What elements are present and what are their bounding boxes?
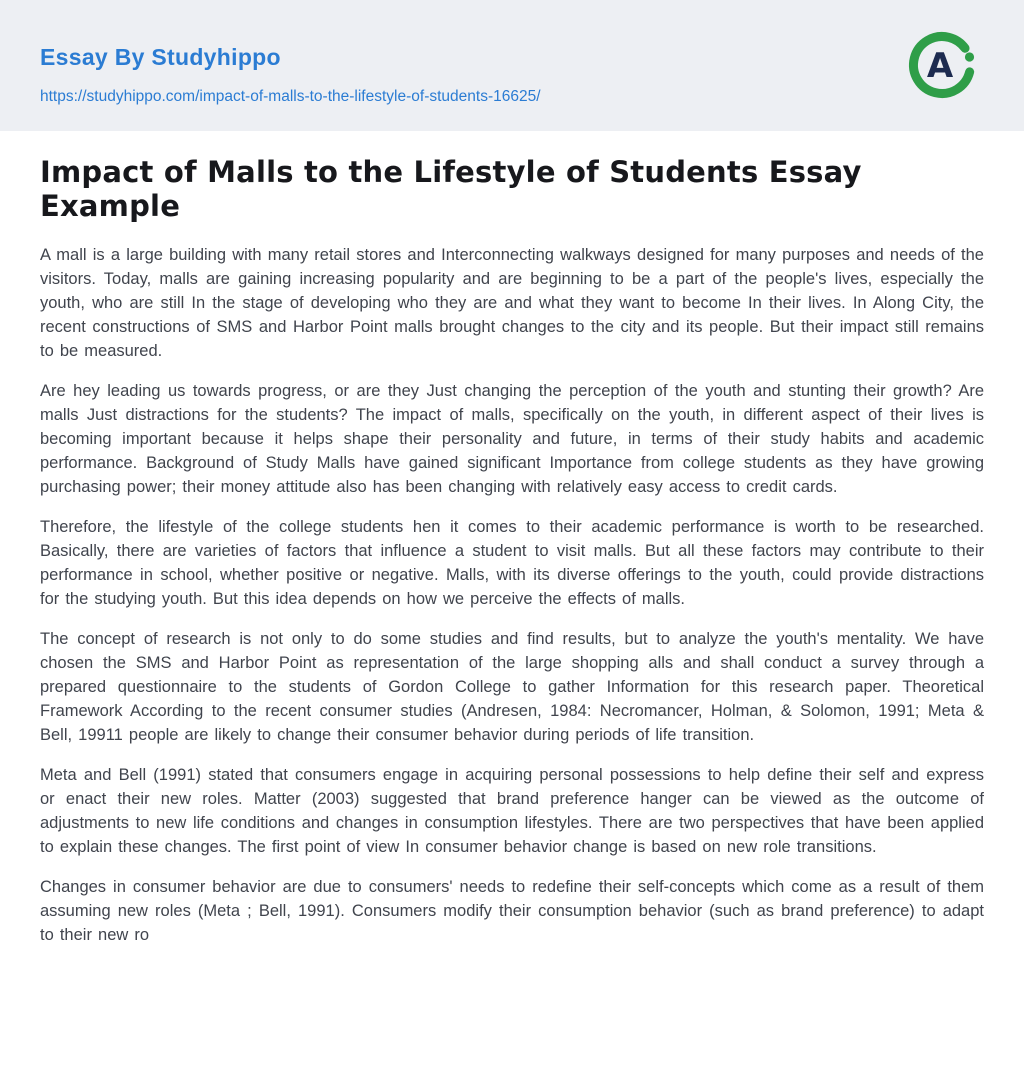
article-paragraph: Changes in consumer behavior are due to consumers' needs to redefine their self-concepts which come as a result of them assuming new roles (Meta ; Bell, 1991). Consumers modify their consumption behavior (such as brand preference) to adapt to their new ro <box>40 878 984 945</box>
article-paragraph: Therefore, the lifestyle of the college students hen it comes to their academic performance is worth to be researched. Basically, there are varieties of factors that influence a student to visit malls. But all these factors may contribute to their performance in school, whether positive or negative. Malls, with its diverse offerings to the youth, could provide distractions for the studying youth. But this idea depends on how we perceive the effects of malls. <box>40 518 984 609</box>
article-body <box>40 243 984 947</box>
studyhippo-logo[interactable] <box>906 29 978 101</box>
logo-ring-dot <box>965 52 974 61</box>
page-header <box>0 0 1024 131</box>
article-paragraph: A mall is a large building with many retail stores and Interconnecting walkways designed for many purposes and needs of the visitors. Today, malls are gaining increasing popularity and are beginning to be a part of the people's lives, especially the youth, who are still In the stage of developing who they are and what they want to become In their lives. In Along City, the recent constructions of SMS and Harbor Point malls brought changes to the city and its people. But their impact still remains to be measured. <box>40 246 984 361</box>
site-title-link[interactable]: Essay By Studyhippo <box>40 44 281 70</box>
article-content <box>0 131 1024 947</box>
article-paragraph: Are hey leading us towards progress, or are they Just changing the perception of the youth and stunting their growth? Are malls Just distractions for the students? The impact of malls, specifically on the youth, in different aspect of their lives is becoming important because it helps shape their personality and future, in terms of their study habits and academic performance. Background of Study Malls have gained significant Importance from college students as they have growing purchasing power; their money attitude also has been changing with relatively easy access to credit cards. <box>40 382 984 497</box>
article-paragraph: The concept of research is not only to do some studies and find results, but to analyze the youth's mentality. We have chosen the SMS and Harbor Point as representation of the large shopping alls and shall conduct a survey through a prepared questionnaire to the students of Gordon College to gather Information for this research paper. Theoretical Framework According to the recent consumer studies (Andresen, 1984: Necromancer, Holman, & Solomon, 1991; Meta & Bell, 19911 people are likely to change their consumer behavior during periods of life transition. <box>40 630 984 745</box>
logo-letter: A <box>926 46 954 86</box>
article-paragraph: Meta and Bell (1991) stated that consumers engage in acquiring personal possessions to help define their self and express or enact their new roles. Matter (2003) suggested that brand preference hanger can be viewed as the outcome of adjustments to new life conditions and changes in consumption lifestyles. There are two perspectives that have been applied to explain these changes. The first point of view In consumer behavior change is based on new role transitions. <box>40 766 984 857</box>
source-url-link[interactable]: https://studyhippo.com/impact-of-malls-to-the-lifestyle-of-students-16625/ <box>40 88 541 105</box>
article-title: Impact of Malls to the Lifestyle of Students Essay Example <box>40 155 862 224</box>
